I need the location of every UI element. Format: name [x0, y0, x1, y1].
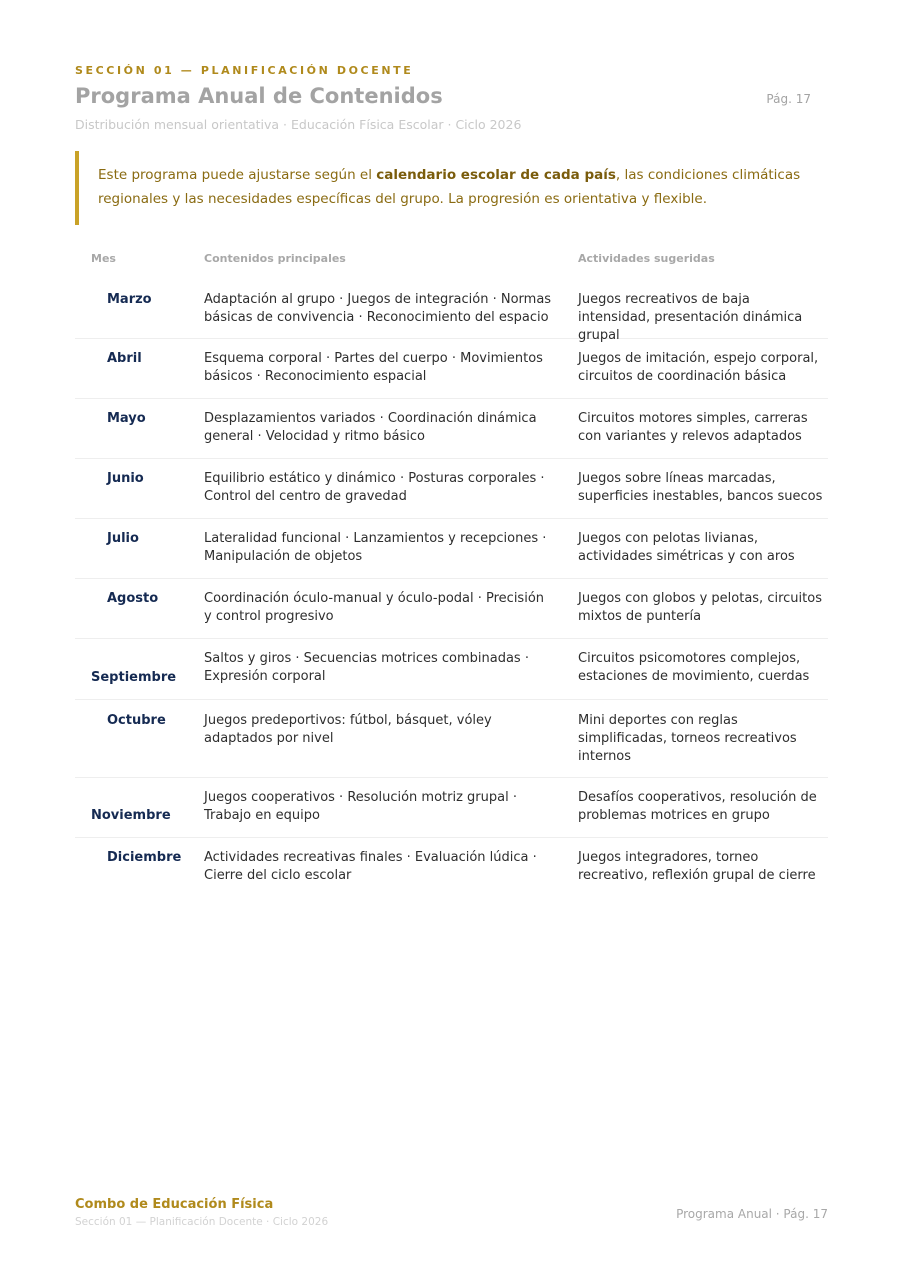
content-cell: Esquema corporal · Partes del cuerpo · Movimientos básicos · Reconocimiento espacial [204, 351, 543, 384]
content-cell: Lateralidad funcional · Lanzamientos y recepciones · Manipulación de objetos [204, 531, 547, 564]
month-cell: Marzo [107, 292, 152, 307]
content-cell: Desplazamientos variados · Coordinación dinámica general · Velocidad y ritmo básico [204, 411, 537, 444]
callout-text-end: , las condiciones climáticas regionales y las necesidades específicas del grupo. La progresión es orientativa y flexible. [98, 167, 801, 207]
activity-cell: Juegos de imitación, espejo corporal, circuitos de coordinación básica [578, 351, 819, 384]
month-cell: Octubre [107, 713, 166, 728]
activity-cell: Circuitos psicomotores complejos, estaciones de movimiento, cuerdas [578, 651, 810, 684]
activity-cell: Juegos sobre líneas marcadas, superficies inestables, bancos suecos [578, 471, 823, 504]
table-row [75, 579, 828, 639]
activity-cell: Juegos con pelotas livianas, actividades simétricas y con aros [578, 531, 795, 564]
content-cell: Adaptación al grupo · Juegos de integración · Normas básicas de convivencia · Reconocimiento del espacio [204, 292, 552, 325]
table-row [75, 280, 828, 343]
footer-brand: Combo de Educación Física [75, 1197, 274, 1212]
table-row [75, 399, 828, 459]
page-number: Pág. 17 [766, 92, 811, 106]
content-cell: Equilibrio estático y dinámico · Posturas corporales · Control del centro de gravedad [204, 471, 545, 504]
document-page [75, 0, 828, 1274]
month-cell: Julio [107, 531, 139, 546]
month-cell: Diciembre [107, 850, 182, 865]
footer-subtitle: Sección 01 — Planificación Docente · Ciclo 2026 [75, 1216, 329, 1228]
content-cell: Coordinación óculo-manual y óculo-podal · Precisión y control progresivo [204, 591, 545, 624]
footer-page-reference: Programa Anual · Pág. 17 [676, 1207, 828, 1221]
header-activities: Actividades sugeridas [578, 252, 715, 265]
table-row [75, 700, 828, 778]
callout-emphasis: calendario escolar de cada país [376, 167, 616, 183]
month-cell: Septiembre [91, 670, 177, 685]
page-title: Programa Anual de Contenidos [75, 84, 443, 108]
activity-cell: Juegos con globos y pelotas, circuitos mixtos de puntería [578, 591, 822, 624]
header-month: Mes [91, 252, 116, 265]
table-row [75, 339, 828, 399]
activity-cell: Mini deportes con reglas simplificadas, torneos recreativos internos [578, 713, 797, 764]
month-cell: Abril [107, 351, 142, 366]
table-header [75, 252, 828, 270]
activity-cell: Juegos recreativos de baja intensidad, presentación dinámica grupal [578, 292, 803, 343]
page-subtitle: Distribución mensual orientativa · Educación Física Escolar · Ciclo 2026 [75, 117, 522, 132]
table-row [75, 519, 828, 579]
content-cell: Juegos cooperativos · Resolución motriz grupal · Trabajo en equipo [204, 790, 517, 823]
content-cell: Juegos predeportivos: fútbol, básquet, vóley adaptados por nivel [204, 713, 492, 746]
table-row [75, 459, 828, 519]
month-cell: Noviembre [91, 808, 171, 823]
header-content: Contenidos principales [204, 252, 346, 265]
content-cell: Saltos y giros · Secuencias motrices combinadas · Expresión corporal [204, 651, 529, 684]
activity-cell: Circuitos motores simples, carreras con variantes y relevos adaptados [578, 411, 808, 444]
activity-cell: Desafíos cooperativos, resolución de problemas motrices en grupo [578, 790, 817, 823]
activity-cell: Juegos integradores, torneo recreativo, reflexión grupal de cierre [578, 850, 816, 883]
month-cell: Agosto [107, 591, 159, 606]
table-row [75, 778, 828, 838]
table-row [75, 639, 828, 700]
table-row [75, 838, 828, 898]
month-cell: Junio [107, 471, 144, 486]
section-label: SECCIÓN 01 — PLANIFICACIÓN DOCENTE [75, 64, 414, 77]
contents-table [75, 280, 828, 898]
note-callout [75, 151, 828, 225]
callout-text-start: Este programa puede ajustarse según el [98, 167, 377, 183]
content-cell: Actividades recreativas finales · Evaluación lúdica · Cierre del ciclo escolar [204, 850, 537, 883]
month-cell: Mayo [107, 411, 146, 426]
